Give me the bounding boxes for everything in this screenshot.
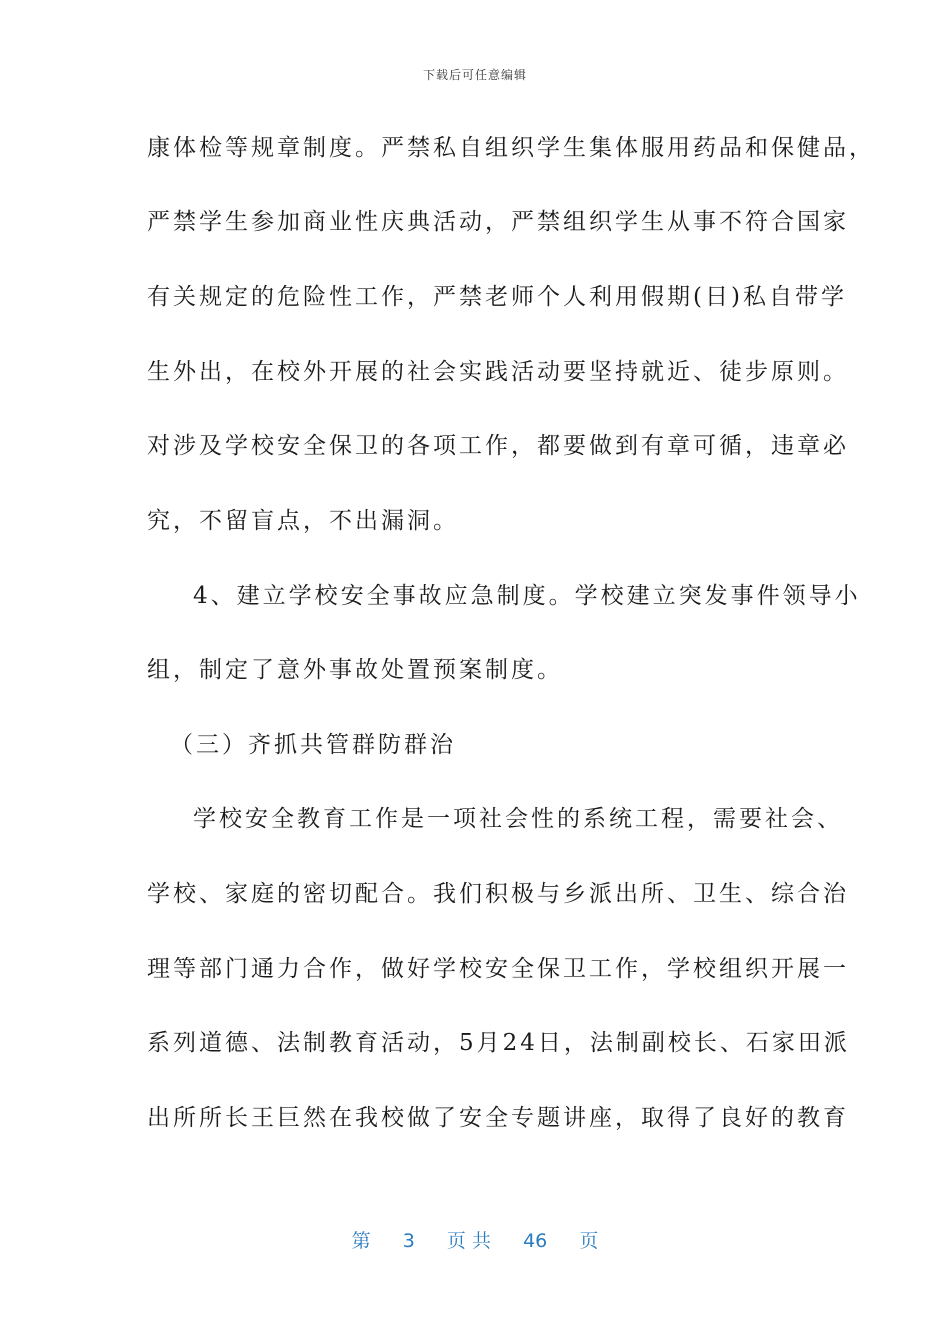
header-note: 下载后可任意编辑 (422, 68, 527, 82)
paragraph-line: 对涉及学校安全保卫的各项工作，都要做到有章可循，违章必 (147, 433, 849, 459)
page-footer (0, 1226, 950, 1253)
paragraph-line: 系列道德、法制教育活动，5月24日，法制副校长、石家田派 (147, 1030, 850, 1056)
paragraph-line: 生外出，在校外开展的社会实践活动要坚持就近、徒步原则。 (147, 359, 849, 385)
current-page-number: 3 (402, 1230, 415, 1252)
paragraph-line: 组，制定了意外事故处置预案制度。 (147, 657, 563, 683)
paragraph-line: 康体检等规章制度。严禁私自组织学生集体服用药品和保健品， (147, 135, 875, 161)
paragraph-line: 学校、家庭的密切配合。我们积极与乡派出所、卫生、综合治 (147, 881, 849, 907)
paragraph-line: 理等部门通力合作，做好学校安全保卫工作，学校组织开展一 (147, 956, 849, 982)
paragraph-line: 出所所长王巨然在我校做了安全专题讲座，取得了良好的教育 (147, 1105, 849, 1131)
footer-suffix: 页 (579, 1230, 599, 1252)
paragraph-line: 严禁学生参加商业性庆典活动，严禁组织学生从事不符合国家 (147, 209, 849, 235)
paragraph-line: 学校安全教育工作是一项社会性的系统工程，需要社会、 (193, 806, 843, 832)
footer-prefix: 第 (351, 1230, 371, 1252)
paragraph-line: 究，不留盲点，不出漏洞。 (147, 508, 459, 534)
total-pages-number: 46 (523, 1230, 548, 1252)
section-heading: （三）齐抓共管群防群治 (170, 732, 456, 758)
paragraph-line: 有关规定的危险性工作，严禁老师个人利用假期(日)私自带学 (147, 284, 847, 310)
footer-middle: 页 共 (446, 1230, 491, 1252)
paragraph-line: 4、建立学校安全事故应急制度。学校建立突发事件领导小 (193, 583, 861, 609)
